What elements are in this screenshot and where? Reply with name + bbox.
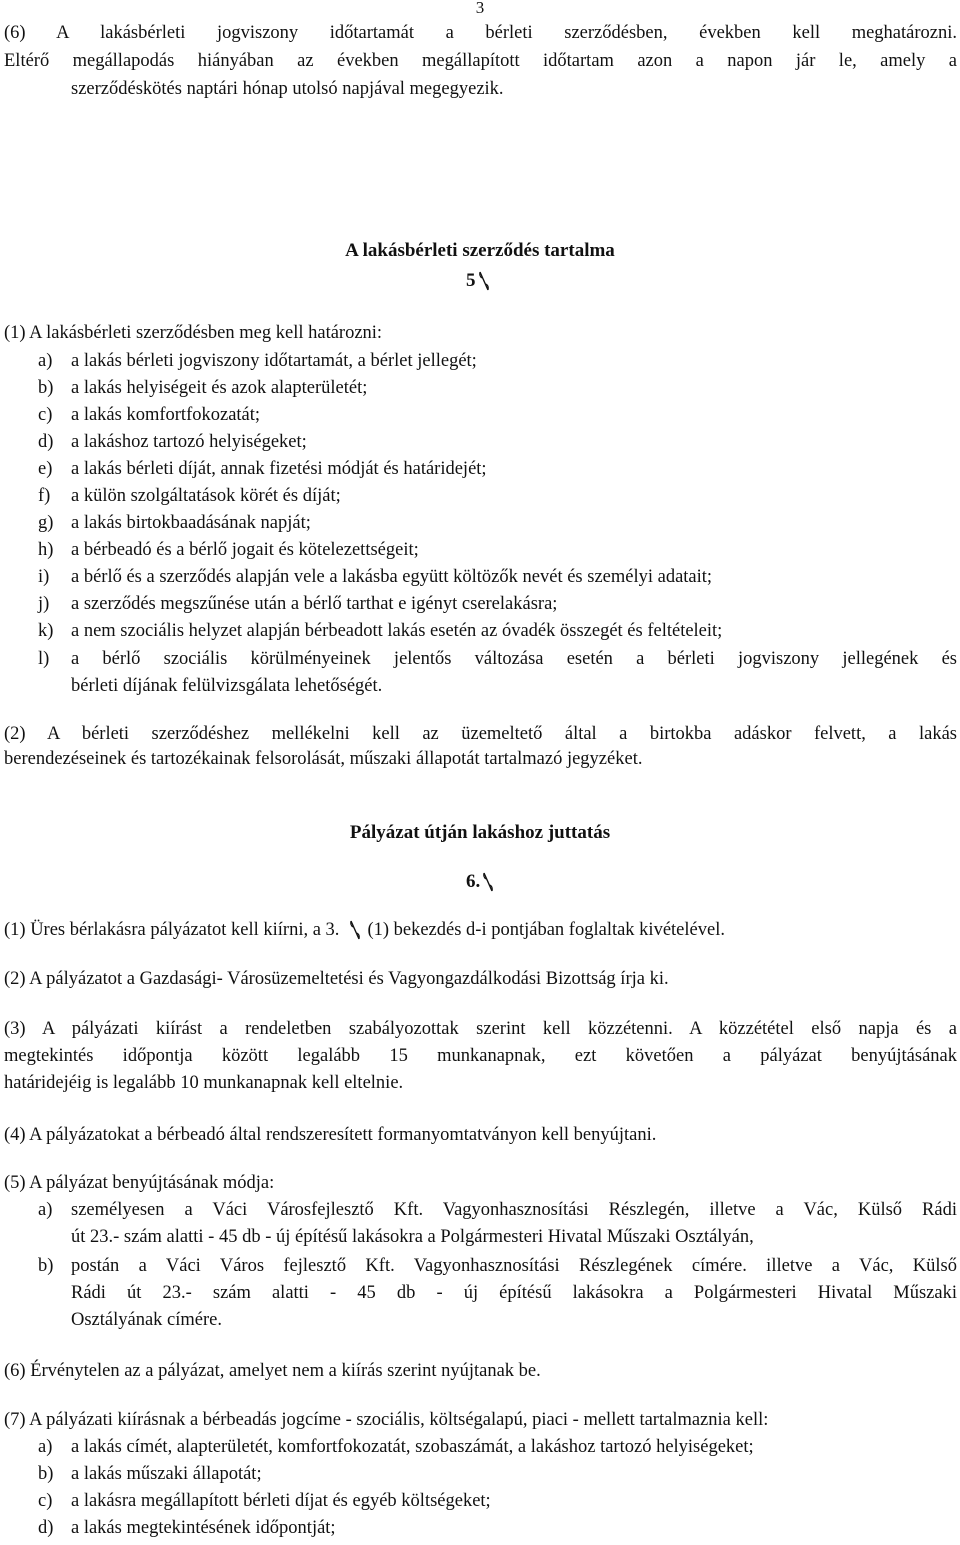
- list-item: a lakáshoz tartozó helyiségeket;: [71, 432, 307, 452]
- list-item-label: e): [38, 459, 53, 479]
- list-item-label: l): [38, 649, 50, 669]
- list-item-label: i): [38, 567, 50, 587]
- section-5-number-text: 5: [466, 270, 476, 291]
- section-6-p2: (2) A pályázatot a Gazdasági- Városüzemeltetési és Vagyongazdálkodási Bizottság írja ki.: [4, 969, 669, 989]
- list-item: a lakás helyiségeit és azok alapterületét;: [71, 378, 368, 398]
- list-item: a nem szociális helyzet alapján bérbeadott lakás esetén az óvadék összegét és feltételeit;: [71, 621, 723, 641]
- intro-line-3: szerződéskötés naptári hónap utolsó napjával megegyezik.: [71, 79, 504, 99]
- list-item: a lakás címét, alapterületét, komfortfokozatát, szobaszámát, a lakáshoz tartozó helyiségeket;: [71, 1437, 754, 1457]
- section-5-title: A lakásbérleti szerződés tartalma: [345, 240, 615, 261]
- list-item: a lakás birtokbaadásának napját;: [71, 513, 311, 533]
- list-item: a lakás műszaki állapotát;: [71, 1464, 262, 1484]
- list-item-label: d): [38, 432, 54, 452]
- list-item-label: k): [38, 621, 54, 641]
- list-item-label: b): [38, 378, 54, 398]
- intro-line-1: (6) A lakásbérleti jogviszony időtartamát a bérleti szerződésben, években kell meghatározni.: [4, 23, 957, 43]
- list-item-label: h): [38, 540, 54, 560]
- list-item-label: a): [38, 1200, 53, 1220]
- intro-line-2: Eltérő megállapodás hiányában az években megállapított időtartam azon a napon jár le, amely a: [4, 51, 957, 71]
- section-6-p1-part-a: (1) Üres bérlakásra pályázatot kell kiírni, a 3.: [4, 920, 340, 940]
- list-item: a lakás bérleti jogviszony időtartamát, a bérlet jellegét;: [71, 351, 477, 371]
- section-6-number-text: 6.: [466, 871, 481, 892]
- section-6-p1-part-b: (1) bekezdés d-i pontjában foglaltak kivételével.: [367, 920, 725, 940]
- list-item-label: j): [38, 594, 50, 614]
- section-6-p5-intro: (5) A pályázat benyújtásának módja:: [4, 1173, 275, 1193]
- list-item-label: c): [38, 1491, 53, 1511]
- section-5-number: [466, 268, 490, 294]
- paragraph-sign-icon: [478, 270, 490, 292]
- section-6-p6: (6) Érvénytelen az a pályázat, amelyet nem a kiírás szerint nyújtanak be.: [4, 1361, 541, 1381]
- section-6-p1: [4, 917, 725, 943]
- section-5-p2-line-1: (2) A bérleti szerződéshez mellékelni kell az üzemeltető által a birtokba adáskor felvett, a lakás: [4, 724, 957, 744]
- list-item-label: a): [38, 1437, 53, 1457]
- section-6-p3-line-1: (3) A pályázati kiírást a rendeletben szabályozottak szerint kell közzétenni. A közzététel első napja és a: [4, 1019, 957, 1039]
- section-6-p5-a-line-2: út 23.- szám alatti - 45 db - új építésű lakásokra a Polgármesteri Hivatal Műszaki Osztályán,: [71, 1227, 754, 1247]
- section-6-p5-b-line-2: Rádi út 23.- szám alatti - 45 db - új építésű lakásokra a Polgármesteri Hivatal Műszaki: [71, 1283, 957, 1303]
- list-item-label: c): [38, 405, 53, 425]
- list-item-label: d): [38, 1518, 54, 1538]
- paragraph-sign-icon: [482, 871, 494, 893]
- list-item-label: g): [38, 513, 54, 533]
- list-item: a lakás megtekintésének időpontját;: [71, 1518, 336, 1538]
- list-item: a lakásra megállapított bérleti díjat és egyéb költségeket;: [71, 1491, 491, 1511]
- section-6-p5-b-line-1: postán a Váci Város fejlesztő Kft. Vagyonhasznosítási Részlegének címére. illetve a Vác, Külső: [71, 1256, 957, 1276]
- list-item: a bérbeadó és a bérlő jogait és kötelezettségeit;: [71, 540, 419, 560]
- list-item-label: a): [38, 351, 53, 371]
- section-6-number: [466, 869, 494, 895]
- section-5-p1-intro: (1) A lakásbérleti szerződésben meg kell határozni:: [4, 323, 383, 343]
- list-item: a szerződés megszűnése után a bérlő tarthat e igényt cserelakásra;: [71, 594, 558, 614]
- section-6-p5-a-line-1: személyesen a Váci Városfejlesztő Kft. Vagyonhasznosítási Részlegén, illetve a Vác, Külső Rádi: [71, 1200, 957, 1220]
- section-6-p3-line-2: megtekintés időpontja között legalább 15 munkanapnak, ezt követően a pályázat benyújtásának: [4, 1046, 957, 1066]
- paragraph-sign-icon: [349, 919, 361, 941]
- list-item: a lakás bérleti díját, annak fizetési módját és határidejét;: [71, 459, 487, 479]
- page-number: 3: [475, 0, 485, 17]
- section-6-p4: (4) A pályázatokat a bérbeadó által rendszeresített formanyomtatványon kell benyújtani.: [4, 1125, 657, 1145]
- list-item: a bérlő szociális körülményeinek jelentős változása esetén a bérleti jogviszony jellegének és: [71, 649, 957, 669]
- section-6-p3-line-3: határidejéig is legalább 10 munkanapnak kell eltelnie.: [4, 1073, 404, 1093]
- list-item-label: b): [38, 1256, 54, 1276]
- list-item: a lakás komfortfokozatát;: [71, 405, 261, 425]
- section-6-p7-intro: (7) A pályázati kiírásnak a bérbeadás jogcíme - szociális, költségalapú, piaci - mellett tartalmaznia kell:: [4, 1410, 769, 1430]
- section-5-p2-line-2: berendezéseinek és tartozékainak felsorolását, műszaki állapotát tartalmazó jegyzéket.: [4, 749, 643, 769]
- section-6-title: Pályázat útján lakáshoz juttatás: [349, 822, 611, 843]
- list-item: a külön szolgáltatások körét és díját;: [71, 486, 341, 506]
- list-item: a bérlő és a szerződés alapján vele a lakásba együtt költözők nevét és személyi adatait;: [71, 567, 713, 587]
- section-6-p5-b-line-3: Osztályának címére.: [71, 1310, 223, 1330]
- list-item-label: f): [38, 486, 51, 506]
- list-item-continuation: bérleti díjának felülvizsgálata lehetőségét.: [71, 676, 383, 696]
- list-item-label: b): [38, 1464, 54, 1484]
